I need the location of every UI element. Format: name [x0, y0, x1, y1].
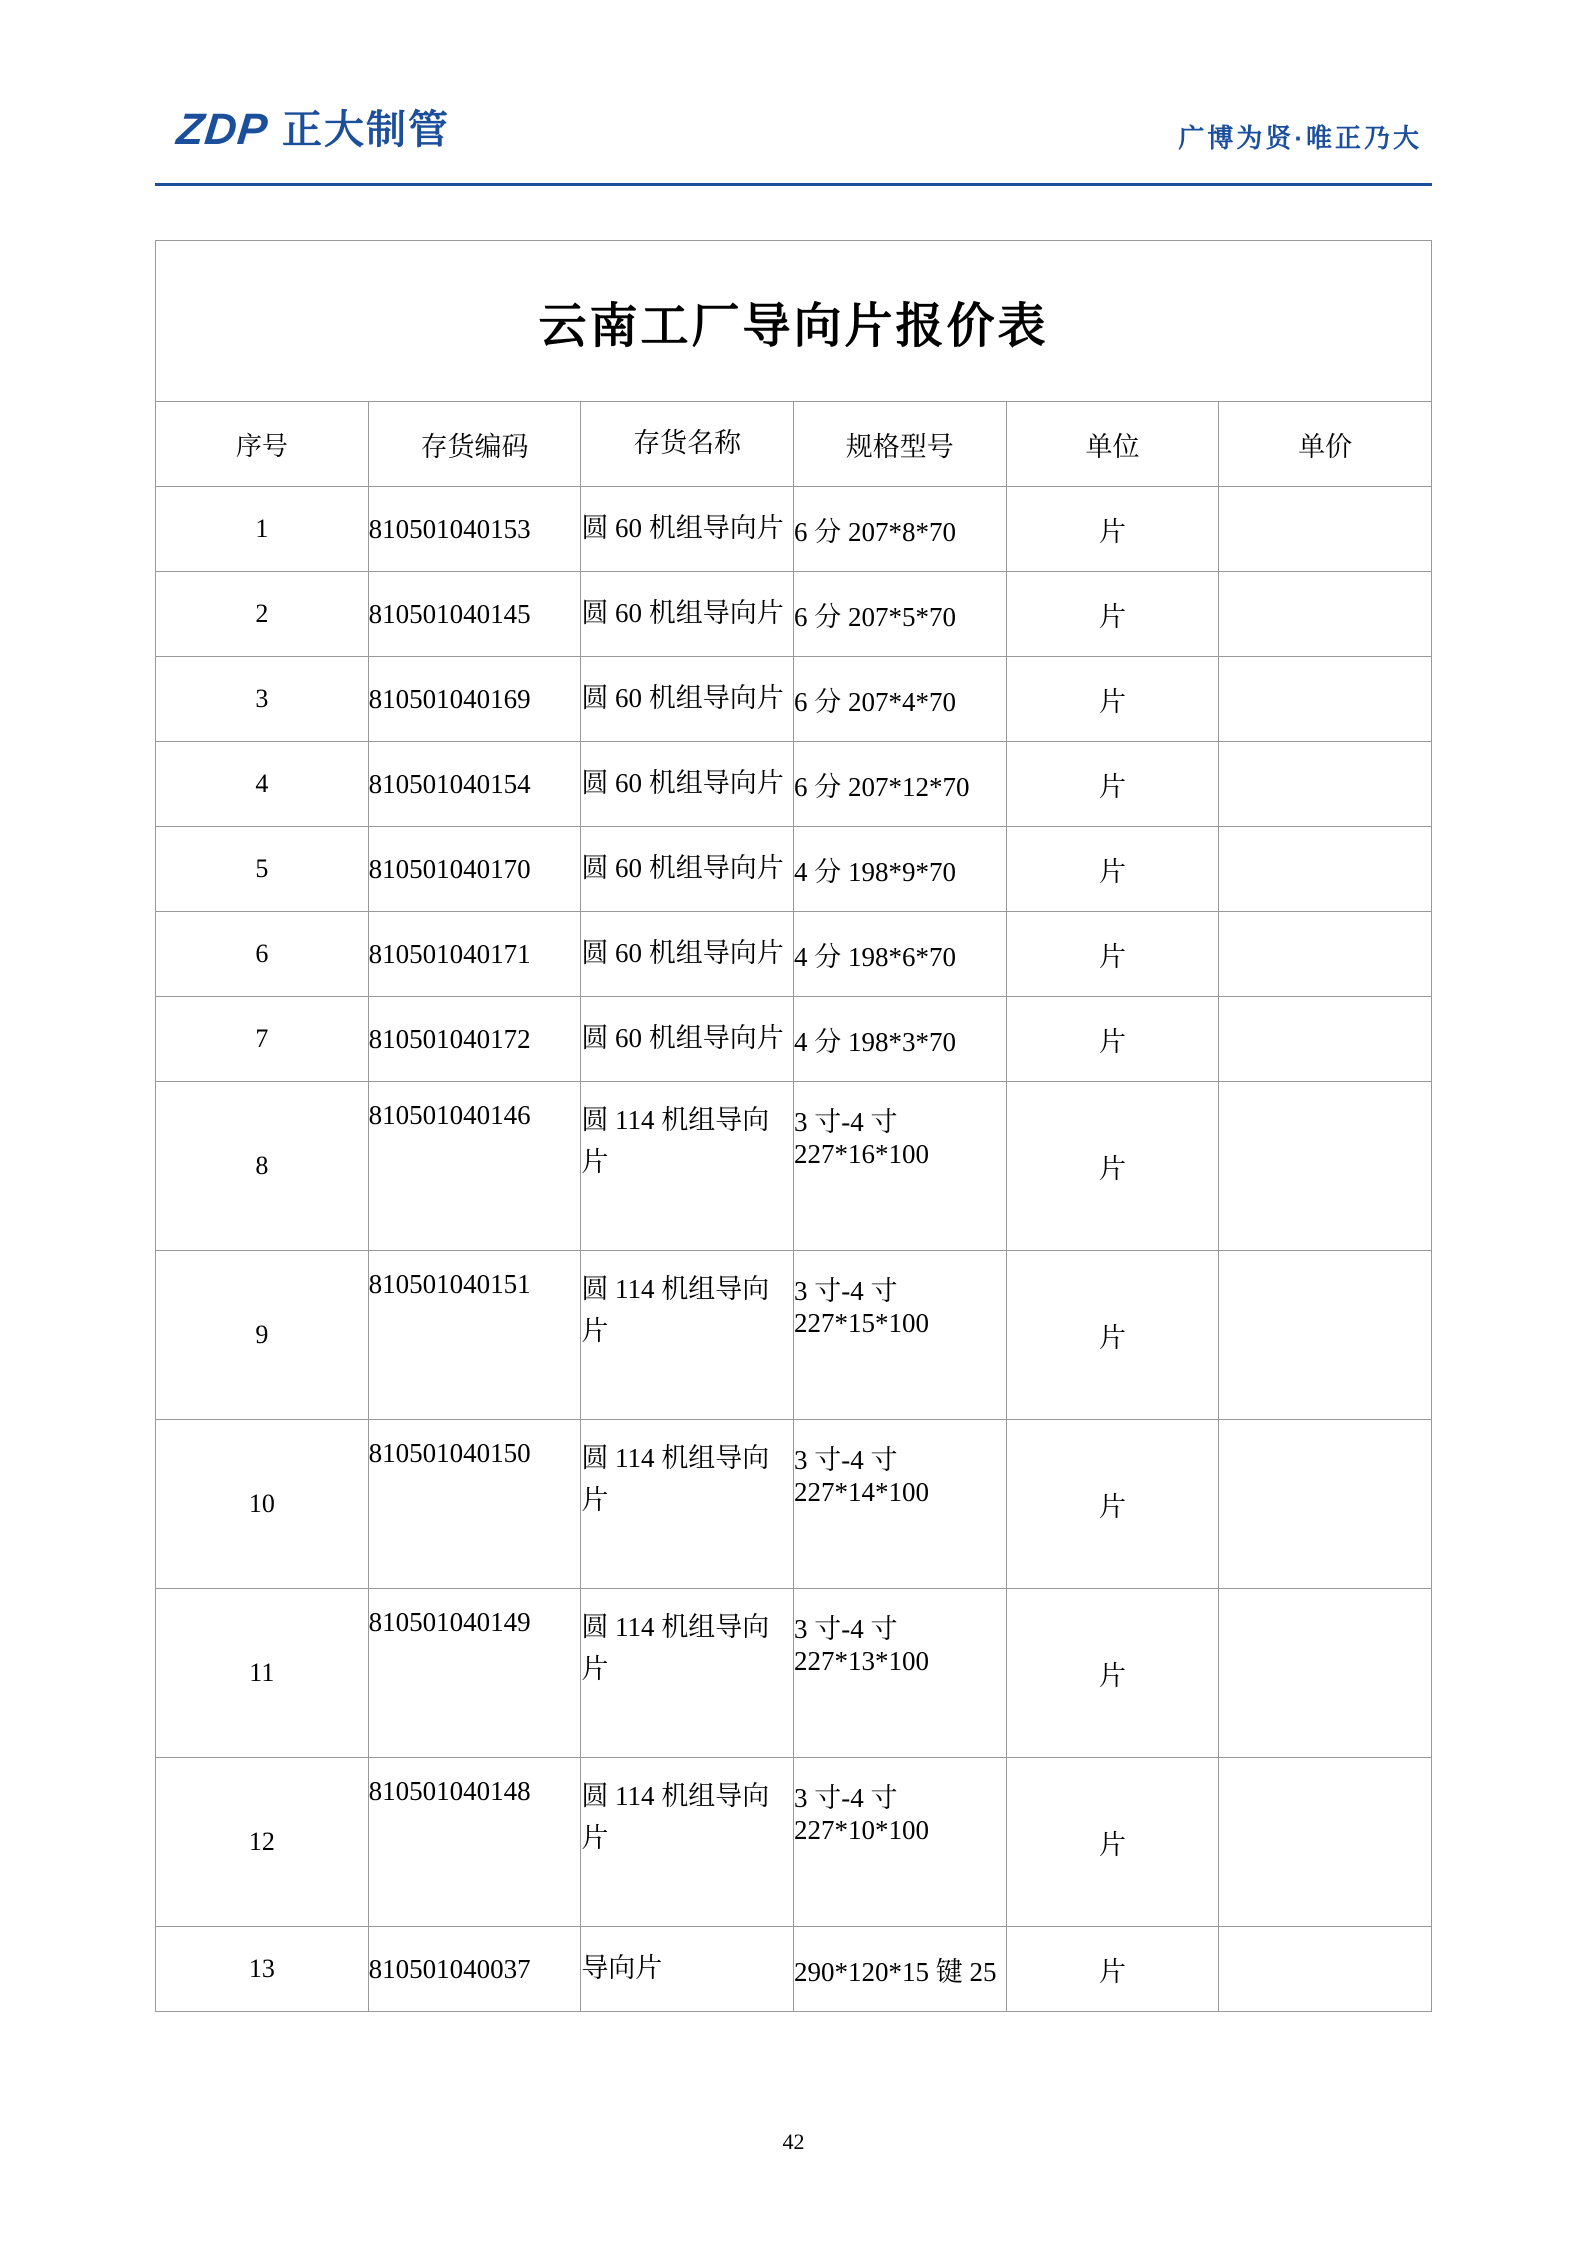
page-title: 云南工厂导向片报价表 — [156, 241, 1432, 402]
column-header-no: 序号 — [156, 402, 369, 487]
cell-name: 圆 114 机组导向片 — [581, 1082, 794, 1251]
cell-no: 5 — [156, 827, 369, 912]
cell-unit: 片 — [1006, 912, 1219, 997]
table-row — [156, 1758, 1432, 1927]
cell-code: 810501040151 — [368, 1251, 581, 1420]
cell-unit: 片 — [1006, 657, 1219, 742]
cell-code: 810501040172 — [368, 997, 581, 1082]
cell-code: 810501040037 — [368, 1927, 581, 2012]
table-row — [156, 1251, 1432, 1420]
cell-spec: 6 分 207*4*70 — [793, 657, 1006, 742]
logo-company-name: 正大制管 — [282, 108, 450, 152]
cell-name: 圆 60 机组导向片 — [581, 572, 794, 657]
cell-price — [1219, 1758, 1432, 1927]
cell-price — [1219, 1589, 1432, 1758]
page-number: 42 — [782, 2129, 805, 2154]
cell-code: 810501040145 — [368, 572, 581, 657]
cell-unit: 片 — [1006, 997, 1219, 1082]
cell-no: 10 — [156, 1420, 369, 1589]
cell-spec: 4 分 198*6*70 — [793, 912, 1006, 997]
cell-code: 810501040154 — [368, 742, 581, 827]
cell-name: 圆 114 机组导向片 — [581, 1251, 794, 1420]
cell-price — [1219, 997, 1432, 1082]
cell-name: 圆 60 机组导向片 — [581, 827, 794, 912]
cell-unit: 片 — [1006, 487, 1219, 572]
table-row — [156, 1589, 1432, 1758]
quote-table-body — [156, 487, 1432, 2012]
table-row — [156, 997, 1432, 1082]
cell-unit: 片 — [1006, 827, 1219, 912]
cell-unit: 片 — [1006, 1420, 1219, 1589]
cell-no: 6 — [156, 912, 369, 997]
cell-no: 9 — [156, 1251, 369, 1420]
column-header-code: 存货编码 — [368, 402, 581, 487]
table-row — [156, 827, 1432, 912]
cell-spec: 6 分 207*5*70 — [793, 572, 1006, 657]
cell-name: 圆 60 机组导向片 — [581, 742, 794, 827]
column-header-name: 存货名称 — [581, 402, 794, 487]
cell-name: 圆 114 机组导向片 — [581, 1420, 794, 1589]
cell-price — [1219, 742, 1432, 827]
column-header-unit: 单位 — [1006, 402, 1219, 487]
cell-price — [1219, 657, 1432, 742]
quote-table — [155, 240, 1432, 2012]
table-row — [156, 487, 1432, 572]
cell-no: 1 — [156, 487, 369, 572]
cell-name: 导向片 — [581, 1927, 794, 2012]
company-logo — [174, 105, 450, 154]
cell-spec: 3 寸-4 寸 227*13*100 — [793, 1589, 1006, 1758]
cell-spec: 3 寸-4 寸 227*14*100 — [793, 1420, 1006, 1589]
cell-price — [1219, 1251, 1432, 1420]
cell-price — [1219, 1927, 1432, 2012]
cell-no: 7 — [156, 997, 369, 1082]
cell-code: 810501040171 — [368, 912, 581, 997]
cell-code: 810501040153 — [368, 487, 581, 572]
column-header-price: 单价 — [1219, 402, 1432, 487]
cell-unit: 片 — [1006, 1589, 1219, 1758]
cell-no: 12 — [156, 1758, 369, 1927]
cell-no: 8 — [156, 1082, 369, 1251]
table-row — [156, 1420, 1432, 1589]
cell-spec: 4 分 198*3*70 — [793, 997, 1006, 1082]
cell-name: 圆 60 机组导向片 — [581, 487, 794, 572]
table-row — [156, 742, 1432, 827]
cell-name: 圆 60 机组导向片 — [581, 657, 794, 742]
cell-spec: 3 寸-4 寸 227*16*100 — [793, 1082, 1006, 1251]
cell-spec: 3 寸-4 寸 227*10*100 — [793, 1758, 1006, 1927]
cell-unit: 片 — [1006, 1758, 1219, 1927]
table-row — [156, 572, 1432, 657]
cell-unit: 片 — [1006, 1251, 1219, 1420]
cell-unit: 片 — [1006, 742, 1219, 827]
cell-no: 4 — [156, 742, 369, 827]
cell-spec: 6 分 207*8*70 — [793, 487, 1006, 572]
cell-spec: 3 寸-4 寸 227*15*100 — [793, 1251, 1006, 1420]
page-header — [155, 105, 1432, 186]
cell-code: 810501040169 — [368, 657, 581, 742]
cell-unit: 片 — [1006, 572, 1219, 657]
company-slogan: 广博为贤·唯正乃大 — [1178, 123, 1422, 153]
cell-spec: 6 分 207*12*70 — [793, 742, 1006, 827]
cell-price — [1219, 1082, 1432, 1251]
cell-price — [1219, 487, 1432, 572]
cell-price — [1219, 912, 1432, 997]
header-divider — [155, 183, 1432, 186]
cell-code: 810501040148 — [368, 1758, 581, 1927]
cell-name: 圆 114 机组导向片 — [581, 1589, 794, 1758]
logo-mark-zdp: ZDP — [174, 105, 271, 154]
cell-unit: 片 — [1006, 1082, 1219, 1251]
cell-name: 圆 60 机组导向片 — [581, 912, 794, 997]
cell-spec: 290*120*15 键 25 — [793, 1927, 1006, 2012]
cell-name: 圆 60 机组导向片 — [581, 997, 794, 1082]
cell-code: 810501040146 — [368, 1082, 581, 1251]
cell-no: 11 — [156, 1589, 369, 1758]
cell-no: 13 — [156, 1927, 369, 2012]
cell-code: 810501040150 — [368, 1420, 581, 1589]
quote-table-container — [155, 240, 1432, 2012]
cell-name: 圆 114 机组导向片 — [581, 1758, 794, 1927]
cell-price — [1219, 572, 1432, 657]
table-row — [156, 657, 1432, 742]
cell-code: 810501040149 — [368, 1589, 581, 1758]
cell-spec: 4 分 198*9*70 — [793, 827, 1006, 912]
cell-unit: 片 — [1006, 1927, 1219, 2012]
cell-price — [1219, 1420, 1432, 1589]
cell-no: 2 — [156, 572, 369, 657]
cell-no: 3 — [156, 657, 369, 742]
column-header-spec: 规格型号 — [793, 402, 1006, 487]
table-row — [156, 1927, 1432, 2012]
table-header-row — [156, 402, 1432, 487]
table-title-row — [156, 241, 1432, 402]
table-row — [156, 912, 1432, 997]
table-row — [156, 1082, 1432, 1251]
cell-price — [1219, 827, 1432, 912]
cell-code: 810501040170 — [368, 827, 581, 912]
